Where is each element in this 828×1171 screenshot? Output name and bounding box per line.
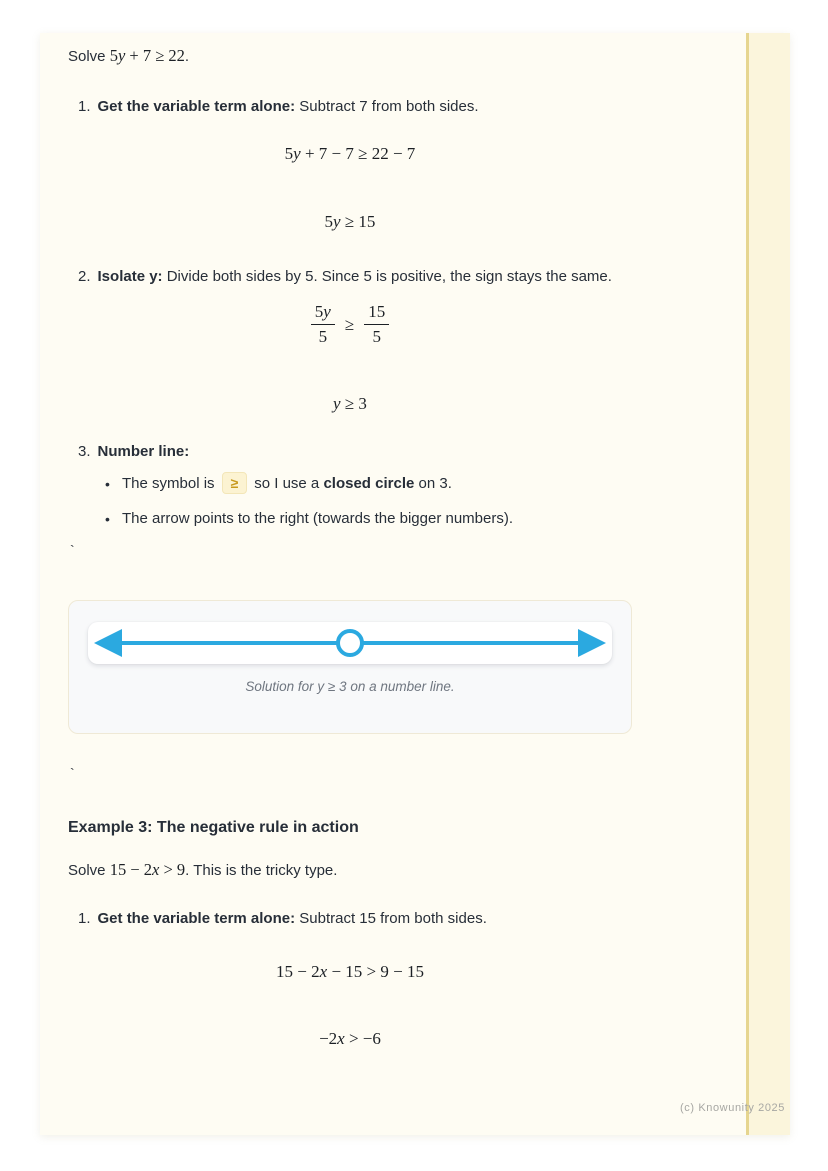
step-2-detail: Divide both sides by 5. Since 5 is positive, the sign stays the same. bbox=[162, 268, 612, 285]
bullet-symbol bbox=[68, 471, 632, 497]
lead-prefix: Solve bbox=[68, 48, 110, 65]
step-3-label: Number line: bbox=[97, 443, 190, 460]
stray-backtick: ` bbox=[70, 542, 75, 558]
step-1-text bbox=[98, 94, 479, 120]
lead-suffix: . This is the tricky type. bbox=[185, 862, 338, 879]
equation-2: 5y ≥ 15 bbox=[324, 212, 376, 231]
document-content bbox=[68, 33, 632, 1052]
document-sheet bbox=[40, 33, 790, 1135]
boundary-point-circle bbox=[338, 631, 362, 655]
closed-circle-label: closed circle bbox=[323, 475, 415, 492]
gte-symbol-badge: ≥ bbox=[222, 472, 248, 494]
numerator: 5y bbox=[314, 302, 331, 321]
stray-backtick: ` bbox=[70, 765, 75, 781]
bullet-arrow bbox=[68, 506, 632, 532]
fraction-left bbox=[311, 302, 335, 347]
step-1-detail: Subtract 7 from both sides. bbox=[295, 98, 479, 115]
list-number: 1. bbox=[78, 98, 91, 115]
step-1-detail: Subtract 15 from both sides. bbox=[295, 910, 487, 927]
fraction-equation bbox=[68, 302, 632, 347]
copyright-notice: (c) Knowunity 2025 bbox=[680, 1102, 785, 1114]
step-2-label: Isolate y: bbox=[97, 268, 163, 285]
left-arrowhead-icon bbox=[94, 629, 122, 657]
list-number: 3. bbox=[78, 443, 91, 460]
inline-math: 15 − 2x > 9 bbox=[109, 860, 186, 879]
denominator: 5 bbox=[311, 324, 335, 347]
step-3 bbox=[68, 439, 632, 465]
step-1-label: Get the variable term alone: bbox=[97, 910, 296, 927]
step-1-example-3-text bbox=[98, 906, 487, 932]
number-line-figure bbox=[68, 600, 632, 734]
problem-statement-2 bbox=[68, 858, 632, 883]
denominator: 5 bbox=[364, 324, 389, 347]
equation-3: y ≥ 3 bbox=[333, 394, 367, 413]
figure-caption: Solution for y ≥ 3 on a number line. bbox=[245, 679, 455, 694]
bullet-pre: The symbol is bbox=[122, 475, 215, 492]
fraction-right bbox=[364, 302, 389, 347]
right-arrowhead-icon bbox=[578, 629, 606, 657]
list-number: 1. bbox=[78, 910, 91, 927]
equation-4: 15 − 2x − 15 > 9 − 15 bbox=[276, 962, 424, 981]
step-1-label: Get the variable term alone: bbox=[97, 98, 296, 115]
number-line-panel bbox=[88, 622, 612, 664]
bullet-dot: • bbox=[105, 511, 110, 527]
problem-statement bbox=[68, 44, 632, 69]
lead-suffix: . bbox=[184, 48, 190, 65]
step-1-example-3 bbox=[68, 906, 632, 932]
step-2-text bbox=[98, 264, 612, 290]
numerator: 15 bbox=[368, 302, 386, 321]
example-3-heading: Example 3: The negative rule in action bbox=[68, 819, 359, 836]
list-number: 2. bbox=[78, 268, 91, 285]
lead-prefix: Solve bbox=[68, 862, 110, 879]
bullet-dot: • bbox=[105, 476, 110, 492]
page-edge-band bbox=[749, 33, 790, 1135]
step-1 bbox=[68, 94, 632, 120]
equation-5: −2x > −6 bbox=[319, 1029, 381, 1048]
step-2 bbox=[68, 264, 632, 290]
bullet-post: on 3. bbox=[414, 475, 452, 492]
equation-1: 5y + 7 − 7 ≥ 22 − 7 bbox=[284, 144, 416, 163]
inline-math: 5y + 7 ≥ 22 bbox=[109, 46, 185, 65]
bullet-symbol-text bbox=[122, 471, 452, 497]
number-line-graphic bbox=[88, 623, 612, 663]
bullet-arrow-text: The arrow points to the right (towards the bigger numbers). bbox=[122, 510, 514, 527]
inequality-operator: ≥ bbox=[344, 314, 355, 334]
bullet-mid: so I use a bbox=[254, 475, 324, 492]
step-3-text bbox=[98, 439, 190, 465]
